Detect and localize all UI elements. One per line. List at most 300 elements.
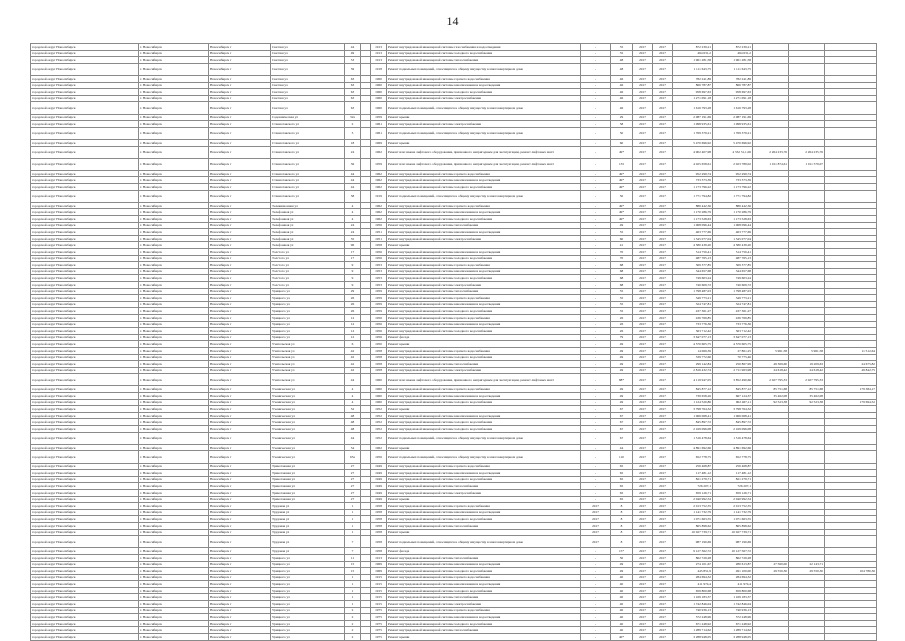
fund-cost-cell: 3 798 764,32 (713, 406, 753, 413)
end-year-cell: 2017 (653, 139, 673, 146)
local-budget-cell (789, 341, 825, 348)
mark-cell: - (581, 235, 611, 242)
city-cell: г. Новосибирск (139, 470, 209, 477)
owners-cost-cell (825, 419, 877, 426)
year-built-cell: 1962 (371, 209, 387, 216)
fund-cost-cell: 2 040 992,54 (713, 496, 753, 503)
street-cell: Трудовая ул (271, 516, 345, 523)
percent-cell: 49* (611, 209, 633, 216)
fund-cost-cell: 866 787,87 (713, 82, 753, 89)
year-built-cell: 1962 (371, 444, 387, 451)
table-row (31, 121, 877, 128)
municipality-cell: городской округ Новосибирск (31, 489, 139, 496)
local-budget-cell (789, 548, 825, 555)
fund-cost-cell: 862 729,28 (713, 554, 753, 561)
total-cost-cell: 14 066,39 (673, 347, 713, 354)
municipality-cell: городской округ Новосибирск (31, 548, 139, 555)
total-cost-cell: 862 729,28 (673, 554, 713, 561)
house-cell: 42 (345, 347, 361, 354)
house-cell: 24 (345, 229, 361, 236)
house-cell: 2 (345, 620, 361, 627)
building-cell (361, 82, 371, 89)
settlement-cell: Новосибирск г (209, 496, 271, 503)
end-year-cell: 2017 (653, 57, 673, 64)
mark-cell: - (581, 614, 611, 621)
table-row (31, 89, 877, 96)
settlement-cell: Новосибирск г (209, 95, 271, 102)
fund-cost-cell: 5 470 696,92 (713, 139, 753, 146)
budget-cell (753, 57, 789, 64)
local-budget-cell (789, 451, 825, 463)
city-cell: г. Новосибирск (139, 483, 209, 490)
municipality-cell: городской округ Новосибирск (31, 470, 139, 477)
mark-cell: 2017 (581, 522, 611, 529)
building-cell (361, 146, 371, 158)
settlement-cell: Новосибирск г (209, 235, 271, 242)
city-cell: г. Новосибирск (139, 561, 209, 568)
city-cell: г. Новосибирск (139, 334, 209, 341)
building-cell (361, 209, 371, 216)
total-cost-cell: 1 071 663,55 (673, 516, 713, 523)
end-year-cell: 2017 (653, 476, 673, 483)
total-cost-cell: 4 891 692,66 (673, 444, 713, 451)
start-year-cell: 2017 (633, 594, 653, 601)
total-cost-cell: 4 570 605,75 (673, 341, 713, 348)
fund-cost-cell: 1 173 528,63 (713, 216, 753, 223)
end-year-cell: 2017 (653, 509, 673, 516)
start-year-cell: 2017 (633, 177, 653, 184)
owners-cost-cell (825, 308, 877, 315)
city-cell: г. Новосибирск (139, 146, 209, 158)
budget-cell (753, 170, 789, 177)
table-row (31, 184, 877, 191)
street-cell: Светлая ул (271, 75, 345, 82)
table-row (31, 301, 877, 308)
municipality-cell: городской округ Новосибирск (31, 634, 139, 641)
end-year-cell: 2017 (653, 63, 673, 75)
house-cell: 29 (345, 288, 361, 295)
city-cell: г. Новосибирск (139, 281, 209, 288)
local-budget-cell (789, 607, 825, 614)
end-year-cell: 2017 (653, 426, 673, 433)
city-cell: г. Новосибирск (139, 295, 209, 302)
table-row (31, 361, 877, 368)
work-type-cell: Ремонт внутридомовой инженерной системы канализования и водоотведения (387, 268, 581, 275)
local-budget-cell: 35 462,08 (789, 393, 825, 400)
table-row (31, 177, 877, 184)
percent-cell: 70 (611, 249, 633, 256)
local-budget-cell (789, 634, 825, 641)
owners-cost-cell (825, 229, 877, 236)
budget-cell (753, 354, 789, 361)
fund-cost-cell: 256 468,87 (713, 463, 753, 470)
start-year-cell: 2017 (633, 374, 653, 386)
fund-cost-cell: 733 373,39 (713, 177, 753, 184)
mark-cell: - (581, 301, 611, 308)
budget-cell (753, 242, 789, 249)
work-type-cell: Ремонт внутридомовой инженерной системы горячего водоснабжения (387, 202, 581, 209)
year-built-cell: 1969 (371, 139, 387, 146)
owners-cost-cell: 179 694,52 (825, 399, 877, 406)
fund-cost-cell: 572 248,96 (713, 614, 753, 621)
settlement-cell: Новосибирск г (209, 242, 271, 249)
building-cell (361, 483, 371, 490)
total-cost-cell: 1 769 379,21 (673, 127, 713, 139)
work-type-cell: Ремонт внутридомовой инженерной системы холодного водоснабжения (387, 568, 581, 575)
settlement-cell: Новосибирск г (209, 444, 271, 451)
street-cell: Толстого ул (271, 281, 345, 288)
total-cost-cell: 1 124 520,86 (673, 399, 713, 406)
owners-cost-cell: 179 384,17 (825, 386, 877, 393)
city-cell: г. Новосибирск (139, 568, 209, 575)
table-row (31, 399, 877, 406)
local-budget-cell (789, 288, 825, 295)
end-year-cell: 2017 (653, 548, 673, 555)
mark-cell: - (581, 288, 611, 295)
table-row (31, 354, 877, 361)
end-year-cell: 2017 (653, 262, 673, 269)
municipality-cell: городской округ Новосибирск (31, 295, 139, 302)
building-cell (361, 367, 371, 374)
settlement-cell: Новосибирск г (209, 548, 271, 555)
budget-cell (753, 63, 789, 75)
budget-cell (753, 249, 789, 256)
house-cell: 42 (345, 367, 361, 374)
percent-cell: 60 (611, 235, 633, 242)
municipality-cell: городской округ Новосибирск (31, 288, 139, 295)
fund-cost-cell: 1 173 796,22 (713, 184, 753, 191)
end-year-cell: 2017 (653, 121, 673, 128)
house-cell: 48 (345, 426, 361, 433)
work-type-cell: Ремонт внутридомовой инженерной системы горячего водоснабжения (387, 607, 581, 614)
work-type-cell: Ремонт или замена лифтового оборудования, признанного непригодным для эксплуатации, ремонт лифтовых шахт (387, 374, 581, 386)
street-cell: Трудовая ул (271, 503, 345, 510)
fund-cost-cell: 1 098 935,61 (713, 121, 753, 128)
local-budget-cell: 24 618,42 (789, 367, 825, 374)
local-budget-cell (789, 301, 825, 308)
table-row (31, 334, 877, 341)
end-year-cell: 2017 (653, 341, 673, 348)
building-cell (361, 587, 371, 594)
start-year-cell: 2017 (633, 275, 653, 282)
settlement-cell: Новосибирск г (209, 301, 271, 308)
owners-cost-cell (825, 127, 877, 139)
total-cost-cell: 256 468,87 (673, 463, 713, 470)
total-cost-cell: 10 027 739,71 (673, 529, 713, 536)
percent-cell: 50 (611, 554, 633, 561)
building-cell (361, 268, 371, 275)
city-cell: г. Новосибирск (139, 432, 209, 444)
house-cell: 12 (345, 321, 361, 328)
owners-cost-cell (825, 202, 877, 209)
local-budget-cell (789, 229, 825, 236)
end-year-cell: 2017 (653, 301, 673, 308)
work-type-cell: Ремонт внутридомовой инженерной системы канализования и водоотведения (387, 412, 581, 419)
work-type-cell: Ремонт внутридомовой инженерной системы канализования и водоотведения (387, 321, 581, 328)
settlement-cell: Новосибирск г (209, 614, 271, 621)
house-cell: 35 (345, 235, 361, 242)
settlement-cell: Новосибирск г (209, 594, 271, 601)
city-cell: г. Новосибирск (139, 216, 209, 223)
start-year-cell: 2017 (633, 509, 653, 516)
mark-cell: - (581, 190, 611, 202)
start-year-cell: 2017 (633, 347, 653, 354)
settlement-cell: Новосибирск г (209, 554, 271, 561)
house-cell: 27 (345, 470, 361, 477)
owners-cost-cell (825, 614, 877, 621)
budget-cell (753, 476, 789, 483)
budget-cell (753, 301, 789, 308)
start-year-cell: 2017 (633, 554, 653, 561)
owners-cost-cell (825, 314, 877, 321)
mark-cell: - (581, 341, 611, 348)
municipality-cell: городской округ Новосибирск (31, 561, 139, 568)
start-year-cell: 2017 (633, 620, 653, 627)
house-cell: 59 (345, 63, 361, 75)
building-cell (361, 529, 371, 536)
local-budget-cell (789, 594, 825, 601)
percent-cell: 110 (611, 451, 633, 463)
budget-cell (753, 419, 789, 426)
city-cell: г. Новосибирск (139, 581, 209, 588)
percent-cell: 44 (611, 444, 633, 451)
local-budget-cell (789, 536, 825, 548)
owners-cost-cell (825, 587, 877, 594)
local-budget-cell: 92 523,38 (789, 399, 825, 406)
work-type-cell: Ремонт внутридомовой инженерной системы горячего водоснабжения (387, 463, 581, 470)
street-cell: Урицкого ул (271, 581, 345, 588)
building-cell (361, 262, 371, 269)
house-cell: 4 (345, 202, 361, 209)
local-budget-cell (789, 432, 825, 444)
table-row (31, 634, 877, 641)
year-built-cell: 1962 (371, 177, 387, 184)
street-cell: Светлая ул (271, 44, 345, 51)
table-row (31, 308, 877, 315)
year-built-cell: 1949 (371, 476, 387, 483)
street-cell: Станиславского ул (271, 177, 345, 184)
start-year-cell: 2017 (633, 209, 653, 216)
local-budget-cell (789, 209, 825, 216)
work-type-cell: Ремонт внутридомовой инженерной системы холодного водоснабжения (387, 255, 581, 262)
settlement-cell: Новосибирск г (209, 601, 271, 608)
end-year-cell: 2017 (653, 202, 673, 209)
building-cell (361, 222, 371, 229)
start-year-cell: 2017 (633, 255, 653, 262)
total-cost-cell: 445 851,9 (673, 568, 713, 575)
end-year-cell: 2017 (653, 634, 673, 641)
mark-cell: 2017 (581, 536, 611, 548)
fund-cost-cell: 1 769 379,21 (713, 127, 753, 139)
owners-cost-cell (825, 177, 877, 184)
table-row (31, 158, 877, 170)
settlement-cell: Новосибирск г (209, 399, 271, 406)
settlement-cell: Новосибирск г (209, 419, 271, 426)
building-cell (361, 522, 371, 529)
total-cost-cell: 865 898,62 (673, 522, 713, 529)
street-cell: Телефонная ул (271, 229, 345, 236)
year-built-cell: 1960 (371, 89, 387, 96)
street-cell: Ученическая ул (271, 426, 345, 433)
total-cost-cell: 5 470 696,92 (673, 139, 713, 146)
mark-cell: - (581, 393, 611, 400)
budget-cell (753, 470, 789, 477)
mark-cell: - (581, 209, 611, 216)
percent-cell: 49* (611, 202, 633, 209)
mark-cell: - (581, 412, 611, 419)
house-cell: 1 (345, 587, 361, 594)
municipality-cell: городской округ Новосибирск (31, 614, 139, 621)
mark-cell: - (581, 386, 611, 393)
table-row (31, 295, 877, 302)
percent-cell: 60 (611, 139, 633, 146)
building-cell (361, 386, 371, 393)
mark-cell: - (581, 587, 611, 594)
city-cell: г. Новосибирск (139, 374, 209, 386)
work-type-cell: Ремонт внутридомовой инженерной системы электроснабжения (387, 95, 581, 102)
year-built-cell: 1953 (371, 275, 387, 282)
table-row (31, 483, 877, 490)
mark-cell: 2017 (581, 516, 611, 523)
house-cell: 3 (345, 127, 361, 139)
settlement-cell: Новосибирск г (209, 209, 271, 216)
owners-cost-cell (825, 44, 877, 51)
owners-cost-cell (825, 288, 877, 295)
start-year-cell: 2017 (633, 308, 653, 315)
municipality-cell: городской округ Новосибирск (31, 44, 139, 51)
percent-cell: 68 (611, 275, 633, 282)
work-type-cell: Ремонт внутридомовой инженерной системы горячего водоснабжения (387, 347, 581, 354)
owners-cost-cell (825, 470, 877, 477)
mark-cell: - (581, 127, 611, 139)
work-type-cell: Ремонт подвальных помещений, относящихся к общему имуществу в многоквартирном доме (387, 451, 581, 463)
start-year-cell: 2017 (633, 354, 653, 361)
total-cost-cell: 1 173 796,22 (673, 184, 713, 191)
settlement-cell: Новосибирск г (209, 620, 271, 627)
municipality-cell: городской округ Новосибирск (31, 229, 139, 236)
building-cell (361, 341, 371, 348)
street-cell: Трудовая ул (271, 522, 345, 529)
municipality-cell: городской округ Новосибирск (31, 393, 139, 400)
settlement-cell: Новосибирск г (209, 121, 271, 128)
fund-cost-cell: 10 027 739,71 (713, 529, 753, 536)
table-row (31, 321, 877, 328)
percent-cell: 8 (611, 536, 633, 548)
end-year-cell: 2017 (653, 89, 673, 96)
fund-cost-cell: 652 778,75 (713, 451, 753, 463)
street-cell: Станиславского ул (271, 190, 345, 202)
street-cell: Урицкого ул (271, 328, 345, 335)
budget-cell (753, 432, 789, 444)
end-year-cell: 2017 (653, 393, 673, 400)
street-cell: Телефонная ул (271, 216, 345, 223)
fund-cost-cell: 1 961 281,58 (713, 57, 753, 64)
end-year-cell: 2017 (653, 235, 673, 242)
table-row (31, 601, 877, 608)
total-cost-cell: 4 119 947,05 (673, 374, 713, 386)
city-cell: г. Новосибирск (139, 451, 209, 463)
mark-cell: - (581, 44, 611, 51)
start-year-cell: 2017 (633, 476, 653, 483)
owners-cost-cell (825, 321, 877, 328)
house-cell: 2 (345, 634, 361, 641)
building-cell (361, 594, 371, 601)
local-budget-cell (789, 406, 825, 413)
local-budget-cell (789, 328, 825, 335)
building-cell (361, 44, 371, 51)
building-cell (361, 607, 371, 614)
municipality-cell: городской округ Новосибирск (31, 574, 139, 581)
total-cost-cell: 1 771 794,82 (673, 190, 713, 202)
local-budget-cell (789, 95, 825, 102)
budget-cell (753, 614, 789, 621)
building-cell (361, 177, 371, 184)
settlement-cell: Новосибирск г (209, 63, 271, 75)
mark-cell: - (581, 249, 611, 256)
fund-cost-cell: 487 765,13 (713, 255, 753, 262)
year-built-cell: 1960 (371, 399, 387, 406)
start-year-cell: 2017 (633, 202, 653, 209)
owners-cost-cell (825, 216, 877, 223)
city-cell: г. Новосибирск (139, 361, 209, 368)
percent-cell: 135 (611, 158, 633, 170)
table-row (31, 554, 877, 561)
percent-cell: 50 (611, 127, 633, 139)
percent-cell: 67 (611, 406, 633, 413)
year-built-cell: 1969 (371, 561, 387, 568)
work-type-cell: Ремонт внутридомовой инженерной системы холодного водоснабжения (387, 184, 581, 191)
settlement-cell: Новосибирск г (209, 374, 271, 386)
year-built-cell: 1959 (371, 158, 387, 170)
table-row (31, 386, 877, 393)
owners-cost-cell (825, 574, 877, 581)
owners-cost-cell (825, 444, 877, 451)
budget-cell (753, 89, 789, 96)
table-row (31, 146, 877, 158)
municipality-cell: городской округ Новосибирск (31, 255, 139, 262)
year-built-cell: 1949 (371, 489, 387, 496)
fund-cost-cell: 563 712,42 (713, 328, 753, 335)
house-cell: 2 (345, 121, 361, 128)
house-cell: 63 (345, 82, 361, 89)
end-year-cell: 2017 (653, 627, 673, 634)
end-year-cell: 2017 (653, 516, 673, 523)
year-built-cell: 1975 (371, 634, 387, 641)
fund-cost-cell: 4 332 51,1,06 (713, 146, 753, 158)
owners-cost-cell (825, 334, 877, 341)
municipality-cell: городской округ Новосибирск (31, 406, 139, 413)
settlement-cell: Новосибирск г (209, 470, 271, 477)
house-cell: 36 (345, 158, 361, 170)
municipality-cell: городской округ Новосибирск (31, 170, 139, 177)
municipality-cell: городской округ Новосибирск (31, 190, 139, 202)
work-type-cell: Ремонт внутридомовой инженерной системы горячего водоснабжения (387, 314, 581, 321)
end-year-cell: 2017 (653, 483, 673, 490)
municipality-cell: городской округ Новосибирск (31, 419, 139, 426)
fund-cost-cell: 324 747,81 (713, 301, 753, 308)
mark-cell: - (581, 463, 611, 470)
start-year-cell: 2017 (633, 235, 653, 242)
mark-cell: - (581, 561, 611, 568)
owners-cost-cell (825, 634, 877, 641)
settlement-cell: Новосибирск г (209, 561, 271, 568)
city-cell: г. Новосибирск (139, 158, 209, 170)
end-year-cell: 2017 (653, 255, 673, 262)
fund-cost-cell: 4 570 605,75 (713, 341, 753, 348)
year-built-cell: 1918 (371, 63, 387, 75)
settlement-cell: Новосибирск г (209, 75, 271, 82)
start-year-cell: 2017 (633, 295, 653, 302)
